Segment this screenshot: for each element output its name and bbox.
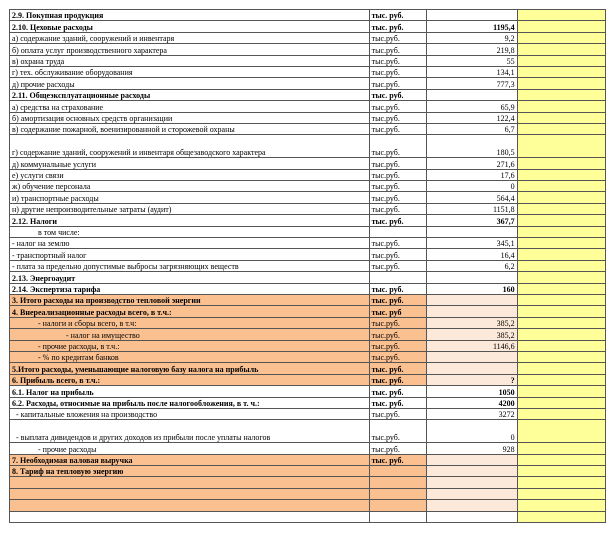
- row-unit-cell[interactable]: тыс. руб.: [369, 294, 426, 305]
- row-value-cell[interactable]: 1146,6: [426, 340, 517, 351]
- row-unit-cell[interactable]: тыс.руб.: [369, 317, 426, 328]
- row-value-cell[interactable]: 17,6: [426, 169, 517, 180]
- row-label-cell[interactable]: б) оплата услуг производственного характера: [10, 44, 370, 55]
- row-unit-cell[interactable]: тыс.руб.: [369, 112, 426, 123]
- table-row: [10, 329, 606, 340]
- row-value-cell[interactable]: 928: [426, 443, 517, 454]
- row-extra-cell[interactable]: [517, 420, 605, 443]
- row-label-cell[interactable]: [10, 477, 370, 488]
- table-row: [10, 306, 606, 317]
- row-value-cell[interactable]: 385,2: [426, 317, 517, 328]
- row-unit-cell[interactable]: тыс.руб.: [369, 78, 426, 89]
- row-label-cell[interactable]: 8. Тариф на тепловую энергию: [10, 466, 370, 477]
- row-label-cell[interactable]: в) охрана труда: [10, 55, 370, 66]
- table-row: [10, 238, 606, 249]
- row-label-cell[interactable]: [10, 511, 370, 522]
- table-row: [10, 443, 606, 454]
- row-label-cell[interactable]: 7. Необходимая валовая выручка: [10, 454, 370, 465]
- row-extra-cell[interactable]: [517, 158, 605, 169]
- row-extra-cell[interactable]: [517, 397, 605, 408]
- table-row: [10, 169, 606, 180]
- tariff-cost-table: [9, 9, 606, 523]
- row-value-cell[interactable]: 777,3: [426, 78, 517, 89]
- row-value-cell[interactable]: 0: [426, 181, 517, 192]
- row-unit-cell[interactable]: тыс.руб.: [369, 181, 426, 192]
- table-row: [10, 283, 606, 294]
- table-row: [10, 135, 606, 158]
- table-row: [10, 55, 606, 66]
- row-value-cell[interactable]: 345,1: [426, 238, 517, 249]
- row-label-cell[interactable]: - налог на имущество: [10, 329, 370, 340]
- row-extra-cell[interactable]: [517, 181, 605, 192]
- row-extra-cell[interactable]: [517, 123, 605, 134]
- row-value-cell[interactable]: 0: [426, 420, 517, 443]
- row-extra-cell[interactable]: [517, 21, 605, 32]
- row-label-cell[interactable]: в том числе:: [10, 226, 370, 237]
- row-label-cell[interactable]: а) содержание зданий, сооружений и инвентаря: [10, 32, 370, 43]
- row-value-cell[interactable]: 3272: [426, 408, 517, 419]
- row-label-cell[interactable]: 4. Внереализационные расходы всего, в т.ч.:: [10, 306, 370, 317]
- row-value-cell[interactable]: 16,4: [426, 249, 517, 260]
- row-label-cell[interactable]: - прочие расходы: [10, 443, 370, 454]
- row-extra-cell[interactable]: [517, 340, 605, 351]
- row-value-cell[interactable]: 1195,4: [426, 21, 517, 32]
- row-label-cell[interactable]: 6. Прибыль всего, в т.ч.:: [10, 374, 370, 385]
- row-value-cell[interactable]: 9,2: [426, 32, 517, 43]
- row-extra-cell[interactable]: [517, 215, 605, 226]
- row-label-cell[interactable]: г) тех. обслуживание оборудования: [10, 66, 370, 77]
- row-extra-cell[interactable]: [517, 89, 605, 100]
- row-extra-cell[interactable]: [517, 101, 605, 112]
- row-label-cell[interactable]: н) другие непроизводительные затраты (аудит): [10, 203, 370, 214]
- row-unit-cell[interactable]: тыс. руб.: [369, 21, 426, 32]
- row-value-cell[interactable]: 1050: [426, 386, 517, 397]
- row-unit-cell[interactable]: [369, 272, 426, 283]
- table-row: [10, 226, 606, 237]
- row-label-cell[interactable]: - прочие расходы, в т.ч.:: [10, 340, 370, 351]
- row-extra-cell[interactable]: [517, 454, 605, 465]
- table-row: [10, 215, 606, 226]
- row-extra-cell[interactable]: [517, 238, 605, 249]
- row-value-cell[interactable]: [426, 294, 517, 305]
- row-label-cell[interactable]: - транспортный налог: [10, 249, 370, 260]
- row-extra-cell[interactable]: [517, 443, 605, 454]
- row-label-cell[interactable]: 6.1. Налог на прибыль: [10, 386, 370, 397]
- row-extra-cell[interactable]: [517, 249, 605, 260]
- row-value-cell[interactable]: [426, 500, 517, 511]
- row-extra-cell[interactable]: [517, 500, 605, 511]
- row-value-cell[interactable]: 134,1: [426, 66, 517, 77]
- table-row: [10, 181, 606, 192]
- table-row: [10, 466, 606, 477]
- row-unit-cell[interactable]: тыс. руб.: [369, 215, 426, 226]
- row-unit-cell[interactable]: тыс.руб.: [369, 66, 426, 77]
- row-label-cell[interactable]: - плата за предельно допустимые выбросы загрязняющих веществ: [10, 260, 370, 271]
- table-row: [10, 294, 606, 305]
- row-label-cell[interactable]: [10, 500, 370, 511]
- row-label-cell[interactable]: в) содержание пожарной, военизированной и сторожевой охраны: [10, 123, 370, 134]
- row-value-cell[interactable]: 180,5: [426, 135, 517, 158]
- row-value-cell[interactable]: [426, 10, 517, 21]
- row-extra-cell[interactable]: [517, 44, 605, 55]
- row-extra-cell[interactable]: [517, 10, 605, 21]
- row-extra-cell[interactable]: [517, 169, 605, 180]
- row-extra-cell[interactable]: [517, 466, 605, 477]
- table-row: [10, 317, 606, 328]
- row-value-cell[interactable]: ?: [426, 374, 517, 385]
- table-row: [10, 249, 606, 260]
- row-value-cell[interactable]: 160: [426, 283, 517, 294]
- table-row: [10, 386, 606, 397]
- row-label-cell[interactable]: б) амортизация основных средств организации: [10, 112, 370, 123]
- row-unit-cell[interactable]: [369, 226, 426, 237]
- row-unit-cell[interactable]: тыс. руб: [369, 306, 426, 317]
- row-value-cell[interactable]: 65,9: [426, 101, 517, 112]
- row-extra-cell[interactable]: [517, 408, 605, 419]
- row-label-cell[interactable]: е) услуги связи: [10, 169, 370, 180]
- table-row: [10, 32, 606, 43]
- row-value-cell[interactable]: 1151,8: [426, 203, 517, 214]
- row-extra-cell[interactable]: [517, 294, 605, 305]
- row-unit-cell[interactable]: тыс.руб.: [369, 55, 426, 66]
- row-unit-cell[interactable]: тыс. руб.: [369, 374, 426, 385]
- row-unit-cell[interactable]: тыс.руб.: [369, 443, 426, 454]
- row-label-cell[interactable]: г) содержание зданий, сооружений и инвентаря общезаводского характера: [10, 135, 370, 158]
- row-value-cell[interactable]: 122,4: [426, 112, 517, 123]
- row-value-cell[interactable]: 564,4: [426, 192, 517, 203]
- table-row: [10, 44, 606, 55]
- row-unit-cell[interactable]: тыс.руб.: [369, 260, 426, 271]
- row-label-cell[interactable]: ж) обучение персонала: [10, 181, 370, 192]
- row-label-cell[interactable]: 2.11. Общеэксплуатационные расходы: [10, 89, 370, 100]
- table-row: [10, 272, 606, 283]
- row-unit-cell[interactable]: тыс.руб.: [369, 420, 426, 443]
- row-unit-cell[interactable]: тыс.руб.: [369, 123, 426, 134]
- table-row: [10, 408, 606, 419]
- table-row: [10, 123, 606, 134]
- row-unit-cell[interactable]: тыс.руб.: [369, 249, 426, 260]
- row-extra-cell[interactable]: [517, 283, 605, 294]
- row-extra-cell[interactable]: [517, 192, 605, 203]
- table-row: [10, 101, 606, 112]
- row-value-cell[interactable]: [426, 488, 517, 499]
- table-row: [10, 192, 606, 203]
- table-row: [10, 397, 606, 408]
- row-label-cell[interactable]: 2.13. Энергоаудит: [10, 272, 370, 283]
- table-row: [10, 158, 606, 169]
- row-extra-cell[interactable]: [517, 32, 605, 43]
- row-unit-cell[interactable]: [369, 511, 426, 522]
- row-label-cell[interactable]: д) прочие расходы: [10, 78, 370, 89]
- table-row: [10, 203, 606, 214]
- row-unit-cell[interactable]: тыс. руб.: [369, 283, 426, 294]
- row-unit-cell[interactable]: [369, 477, 426, 488]
- row-unit-cell[interactable]: [369, 500, 426, 511]
- row-extra-cell[interactable]: [517, 488, 605, 499]
- table-row: [10, 511, 606, 522]
- row-extra-cell[interactable]: [517, 112, 605, 123]
- row-extra-cell[interactable]: [517, 386, 605, 397]
- row-label-cell[interactable]: [10, 488, 370, 499]
- row-unit-cell[interactable]: тыс. руб.: [369, 363, 426, 374]
- row-extra-cell[interactable]: [517, 78, 605, 89]
- row-extra-cell[interactable]: [517, 363, 605, 374]
- row-value-cell[interactable]: [426, 454, 517, 465]
- table-row: [10, 10, 606, 21]
- row-label-cell[interactable]: - выплата дивидендов и других доходов из прибыли после уплаты налогов: [10, 420, 370, 443]
- row-extra-cell[interactable]: [517, 317, 605, 328]
- row-extra-cell[interactable]: [517, 203, 605, 214]
- row-unit-cell[interactable]: [369, 466, 426, 477]
- row-label-cell[interactable]: - % по кредитам банков: [10, 351, 370, 362]
- row-label-cell[interactable]: и) транспортные расходы: [10, 192, 370, 203]
- row-unit-cell[interactable]: тыс.руб.: [369, 135, 426, 158]
- row-label-cell[interactable]: - налоги и сборы всего, в т.ч:: [10, 317, 370, 328]
- row-value-cell[interactable]: 55: [426, 55, 517, 66]
- row-label-cell[interactable]: - налог на землю: [10, 238, 370, 249]
- row-extra-cell[interactable]: [517, 511, 605, 522]
- row-value-cell[interactable]: [426, 226, 517, 237]
- table-row: [10, 477, 606, 488]
- table-row: [10, 340, 606, 351]
- table-row: [10, 500, 606, 511]
- row-extra-cell[interactable]: [517, 272, 605, 283]
- row-label-cell[interactable]: 2.9. Покупная продукция: [10, 10, 370, 21]
- row-unit-cell[interactable]: тыс.руб.: [369, 238, 426, 249]
- row-extra-cell[interactable]: [517, 226, 605, 237]
- row-value-cell[interactable]: 219,8: [426, 44, 517, 55]
- row-value-cell[interactable]: 271,6: [426, 158, 517, 169]
- row-extra-cell[interactable]: [517, 306, 605, 317]
- row-label-cell[interactable]: а) средства на страхование: [10, 101, 370, 112]
- table-row: [10, 21, 606, 32]
- row-value-cell[interactable]: 6,2: [426, 260, 517, 271]
- row-extra-cell[interactable]: [517, 329, 605, 340]
- row-value-cell[interactable]: [426, 511, 517, 522]
- row-unit-cell[interactable]: тыс.руб.: [369, 351, 426, 362]
- table-body: [10, 10, 606, 523]
- row-extra-cell[interactable]: [517, 66, 605, 77]
- row-label-cell[interactable]: д) коммунальные услуги: [10, 158, 370, 169]
- row-unit-cell[interactable]: тыс. руб.: [369, 386, 426, 397]
- table-row: [10, 420, 606, 443]
- row-value-cell[interactable]: 367,7: [426, 215, 517, 226]
- row-extra-cell[interactable]: [517, 260, 605, 271]
- row-extra-cell[interactable]: [517, 351, 605, 362]
- row-label-cell[interactable]: 2.10. Цеховые расходы: [10, 21, 370, 32]
- row-value-cell[interactable]: [426, 306, 517, 317]
- row-unit-cell[interactable]: тыс.руб.: [369, 101, 426, 112]
- row-value-cell[interactable]: [426, 89, 517, 100]
- row-unit-cell[interactable]: тыс.руб.: [369, 158, 426, 169]
- row-unit-cell[interactable]: тыс.руб.: [369, 44, 426, 55]
- row-label-cell[interactable]: 2.14. Экспертиза тарифа: [10, 283, 370, 294]
- row-unit-cell[interactable]: тыс.руб.: [369, 32, 426, 43]
- row-unit-cell[interactable]: [369, 488, 426, 499]
- row-unit-cell[interactable]: тыс.руб.: [369, 192, 426, 203]
- row-value-cell[interactable]: 6,7: [426, 123, 517, 134]
- table-row: [10, 351, 606, 362]
- row-value-cell[interactable]: [426, 272, 517, 283]
- row-value-cell[interactable]: [426, 351, 517, 362]
- table-row: [10, 66, 606, 77]
- table-row: [10, 363, 606, 374]
- row-label-cell[interactable]: 3. Итого расходы на производство тепловой энергии: [10, 294, 370, 305]
- row-unit-cell[interactable]: тыс. руб.: [369, 454, 426, 465]
- table-row: [10, 112, 606, 123]
- row-value-cell[interactable]: [426, 477, 517, 488]
- row-extra-cell[interactable]: [517, 135, 605, 158]
- row-unit-cell[interactable]: тыс. руб.: [369, 10, 426, 21]
- row-unit-cell[interactable]: тыс.руб.: [369, 329, 426, 340]
- row-value-cell[interactable]: [426, 466, 517, 477]
- row-unit-cell[interactable]: тыс.руб.: [369, 408, 426, 419]
- row-value-cell[interactable]: 385,2: [426, 329, 517, 340]
- row-label-cell[interactable]: 2.12. Налоги: [10, 215, 370, 226]
- row-label-cell[interactable]: - капитальные вложения на производство: [10, 408, 370, 419]
- row-unit-cell[interactable]: тыс. руб.: [369, 397, 426, 408]
- row-value-cell[interactable]: [426, 363, 517, 374]
- table-row: [10, 78, 606, 89]
- row-extra-cell[interactable]: [517, 55, 605, 66]
- row-label-cell[interactable]: 5.Итого расходы, уменьшающие налоговую базу налога на прибыль: [10, 363, 370, 374]
- table-row: [10, 260, 606, 271]
- table-row: [10, 454, 606, 465]
- row-unit-cell[interactable]: тыс. руб.: [369, 89, 426, 100]
- table-row: [10, 374, 606, 385]
- row-unit-cell[interactable]: тыс.руб.: [369, 340, 426, 351]
- table-row: [10, 488, 606, 499]
- row-unit-cell[interactable]: тыс.руб.: [369, 169, 426, 180]
- row-unit-cell[interactable]: тыс.руб.: [369, 203, 426, 214]
- row-value-cell[interactable]: 4200: [426, 397, 517, 408]
- row-label-cell[interactable]: 6.2. Расходы, относимые на прибыль после налогообложения, в т. ч.:: [10, 397, 370, 408]
- row-extra-cell[interactable]: [517, 374, 605, 385]
- table-row: [10, 89, 606, 100]
- row-extra-cell[interactable]: [517, 477, 605, 488]
